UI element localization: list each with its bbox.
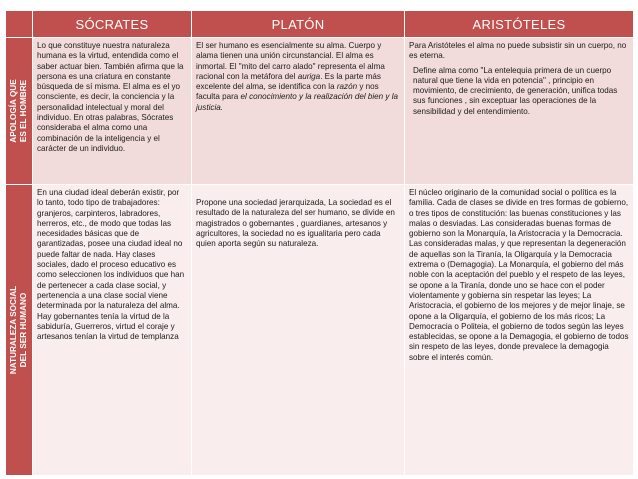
comparison-table <box>5 10 634 476</box>
text-platon-auriga: auriga <box>297 71 321 81</box>
text-apologia-socrates: Lo que constituye nuestra naturaleza humana es la virtud, entendida como el saber actuar bien. También afirma que la persona es una criatura en constante búsqueda de sí misma. El alma es el yo consciente, es decir, la conciencia y la personalidad intelectual y moral del individuo. En otras palabras, Sócrates consideraba el alma como una combinación de la inteligencia y el carácter de un individuo. <box>37 41 184 153</box>
text-apologia-platon <box>196 41 400 113</box>
text-apologia-aristoteles-p1: Para Aristóteles el alma no puede subsistir sin un cuerpo, no es eterna. <box>409 41 627 61</box>
row-label-apologia-line2: ES EL HOMBRE <box>19 79 28 143</box>
header-aristoteles: ARISTÓTELES <box>405 11 634 38</box>
cell-apologia-aristoteles <box>405 38 634 185</box>
text-platon-conocimiento: el conocimiento y la realización del bien y la justicia. <box>196 92 399 112</box>
text-platon-part3: y nos faculta para <box>196 82 379 102</box>
text-apologia-aristoteles-p2: Define alma como "La entelequia primera de un cuerpo natural que tiene la vida en potencia" , principio en movimiento, de crecimiento, de generación, unifica todas sus funciones , sin exceptuar las operaciones de la sensibilidad y del entendimiento. <box>413 65 618 116</box>
corner-cell <box>6 11 33 38</box>
header-row <box>6 11 634 38</box>
row-apologia <box>6 38 634 185</box>
row-label-apologia <box>6 38 33 185</box>
row-label-naturaleza <box>6 185 33 476</box>
cell-naturaleza-aristoteles <box>405 185 634 476</box>
text-naturaleza-platon: Propone una sociedad jerarquizada, La sociedad es el resultado de la naturaleza del ser humano, se divide en magistrados o gobernantes , guardianes, artesanos y agricultores, la sociedad no es igualitaria pero cada quien aporta según su naturaleza. <box>196 198 395 249</box>
header-platon: PLATÓN <box>192 11 405 38</box>
row-label-apologia-line1: APOLOGÍA QUE <box>9 79 18 143</box>
header-socrates: SÓCRATES <box>33 11 192 38</box>
cell-naturaleza-socrates <box>33 185 192 476</box>
text-platon-part2: . Es la parte más excelente del alma, se identifica con la <box>196 71 381 92</box>
text-naturaleza-aristoteles: El núcleo originario de la comunidad social o política es la familia. Cada de clases se divide en tres formas de gobierno, o tres tipos de constitución: las buenas constituciones y las malas o desviadas. Las consideradas buenas formas de gobierno son la Monarquía, la Aristocracia y la Democracia. Las consideradas malas, y que representan la degeneración de aquellas son la Tiranía, la Oligarquía y la Democracia extrema o (Demagogia). La Monarquía, el gobierno del más noble con la aceptación del pueblo y el respeto de las leyes, se opone a la Tiranía, donde uno se hace con el poder violentamente y gobierna sin respetar las leyes; La Aristocracia, el gobierno de los mejores y de mejor linaje, se opone a la Oligarquía, el gobierno de los más ricos; La Democracia o Politeia, el gobierno de todos según las leyes establecidas, se opone a la Demagogia, el gobierno de todos sin respeto de las leyes, donde prevalece la demagogia sobre el interés común. <box>409 188 629 362</box>
row-label-naturaleza-line1: NATURALEZA SOCIAL <box>9 285 18 375</box>
cell-naturaleza-platon <box>192 185 405 476</box>
text-platon-razon: razón <box>336 82 358 92</box>
text-platon-part1: El ser humano es esencialmente su alma. Cuerpo y alama tienen una unión circunstancial. El alma es inmortal. El "mito del carro alado" representa el alma racional con la metáfora del <box>196 41 385 81</box>
cell-apologia-socrates <box>33 38 192 185</box>
row-naturaleza <box>6 185 634 476</box>
cell-apologia-platon <box>192 38 405 185</box>
row-label-naturaleza-line2: DEL SER HUMANO <box>19 292 28 368</box>
text-naturaleza-socrates: En una ciudad ideal deberán existir, por lo tanto, todo tipo de trabajadores: granjeros, carpinteros, labradores, herreros, etc., de modo que todas las necesidades básicas que de garantizadas, posee una ciudad ideal no puede faltar de nada. Hay clases sociales, dado el proceso educativo es como seleccionen los individuos que han de pertenecer a cada clase social, y pertenencia a una clase social viene determinada por la naturaleza del alma. Hay gobernantes tenía la virtud de la sabiduría, Guerreros, virtud el coraje y artesanos tenían la virtud de templanza <box>37 188 185 342</box>
